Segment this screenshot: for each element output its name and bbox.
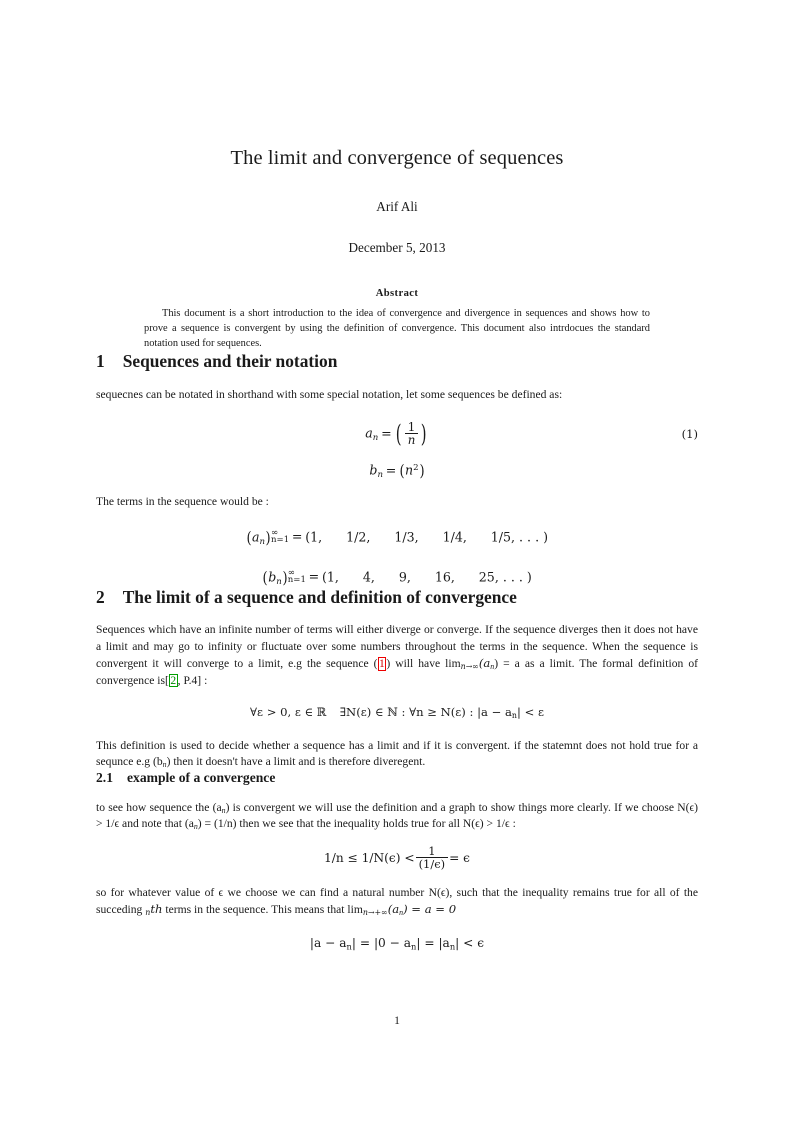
- terms-a-sup-limit: ∞: [271, 528, 279, 539]
- terms-a-value-1: 1/2,: [346, 529, 371, 545]
- terms-b-value-2: 9,: [398, 569, 411, 585]
- terms-b-symbol: b: [268, 569, 277, 585]
- equation-final-absolute: [96, 936, 698, 951]
- equation-a-equals: =: [381, 425, 392, 441]
- terms-a-value-4: 1/5, . . .: [490, 529, 544, 545]
- a-n-subscript: n: [490, 662, 495, 672]
- inequality-right-side: = ϵ: [449, 850, 471, 865]
- equation-terms-a: $(a_n)$ ∞ n=1 = (1, 1/2, 1/3, 1/4, 1/5, . . . ): [246, 528, 548, 547]
- left-paren-icon: (: [262, 568, 268, 587]
- subsection-title: example of a convergence: [127, 770, 276, 786]
- terms-a-value-0: 1,: [310, 529, 323, 545]
- fraction-one-over-n: [405, 421, 419, 447]
- b-n-subscript: n: [162, 760, 167, 770]
- section2-para2-text-b: ) then it doesn't have a limit and is therefore diveregent.: [166, 754, 426, 768]
- abstract-heading: Abstract: [375, 287, 419, 299]
- page-number: 1: [394, 1014, 400, 1027]
- definition-part-3: | < ε: [517, 705, 544, 720]
- section-title-1: Sequences and their notation: [122, 350, 338, 371]
- right-paren-icon: ): [265, 528, 271, 547]
- section2-para2-text-a: This definition is used to decide whether a sequence has a limit and if it is convergent. if the statemnt does not hold true for a sequnce e.g (b: [96, 738, 698, 768]
- final-eq-part-1: |a − a: [309, 935, 347, 950]
- equation-b-subscript: n: [377, 470, 383, 481]
- subsection21-paragraph-2: [96, 885, 698, 919]
- author-name: Arif Ali: [376, 198, 418, 214]
- nth-th: th: [150, 902, 163, 917]
- limit-subscript: n→∞: [460, 662, 479, 672]
- equation-convergence-definition: [96, 705, 698, 720]
- equation-terms-b: $(b_n)$ ∞ n=1 = (1, 4, 9, 16, 25, . . . ): [262, 568, 532, 587]
- page-title: The limit and convergence of sequences: [230, 147, 564, 169]
- terms-a-subscript: n: [259, 536, 266, 547]
- a-n-subscript: n: [193, 822, 198, 832]
- equation-b-equals: =: [385, 462, 397, 478]
- limit-subscript: n→+∞: [362, 908, 388, 918]
- a-n-subscript: n: [221, 805, 226, 815]
- terms-a-equals: =: [291, 529, 303, 545]
- final-eq-part-3: | = |a: [416, 935, 450, 950]
- section-title-2: The limit of a sequence and definition of convergence: [122, 586, 517, 607]
- sub21-para1-text-a: to see how sequence the (a: [96, 800, 222, 814]
- terms-b-value-0: 1,: [326, 569, 339, 585]
- a-n-subscript: n: [411, 940, 417, 951]
- section-number-1: 1: [96, 350, 105, 371]
- terms-lead-paragraph: The terms in the sequence would be :: [96, 495, 269, 509]
- definition-part-1: ∀ε > 0, ε ∈ ℝ: [250, 705, 327, 720]
- abstract-body: This document is a short introduction to the idea of convergence and divergence in sequences and shows how to prove a sequence is convergent by using the definition of convergence. This document also intrdocues the standard notation used for sequences.: [144, 307, 650, 349]
- fraction-one-over-one-over-epsilon: [416, 845, 449, 870]
- a-n-subscript: n: [399, 908, 404, 918]
- a-n-subscript: n: [449, 940, 456, 951]
- terms-b-value-3: 16,: [434, 569, 455, 585]
- definition-part-2: ∃N(ε) ∈ ℕ : ∀n ≥ N(ε) : |a − a: [339, 705, 512, 720]
- final-eq-part-4: | < ϵ: [455, 935, 485, 950]
- right-paren-icon: ): [282, 568, 288, 587]
- terms-a-value-2: 1/3,: [394, 529, 419, 545]
- document-page: [96, 0, 698, 1123]
- section-number-2: 2: [96, 586, 105, 607]
- equation-a-n: [96, 420, 698, 448]
- left-paren-icon: (: [396, 419, 402, 448]
- section2-para1-text-d: ) = a as a limit. The formal definition of convergence is[: [96, 657, 698, 687]
- terms-b-sub-limit: n=1: [287, 575, 306, 586]
- right-paren-icon: ): [421, 419, 427, 448]
- terms-a-sub-limit: n=1: [271, 535, 290, 546]
- sub21-para2-text-c: (a: [387, 902, 400, 917]
- section2-paragraph-1: [96, 622, 698, 689]
- definition-a-subscript: n: [511, 711, 517, 721]
- equation-reference-link[interactable]: 1: [379, 657, 385, 671]
- a-n-subscript: n: [346, 940, 352, 951]
- section2-paragraph-2: [96, 738, 698, 771]
- equation-a-subscript: n: [372, 433, 379, 444]
- fraction-numerator: 1: [407, 419, 416, 434]
- abstract-section: [96, 288, 698, 351]
- inequality-left-side: 1/n ≤ 1/N(ϵ) <: [323, 850, 415, 865]
- left-paren-icon: (: [246, 528, 252, 547]
- terms-b-subscript: n: [276, 576, 282, 587]
- equation-number-tag: (1): [681, 427, 698, 442]
- section-heading-2: [96, 587, 698, 608]
- sub21-para2-text-b: terms in the sequence. This means that lim: [165, 903, 363, 917]
- terms-b-value-4: 25, . . .: [478, 569, 527, 585]
- citation-reference-link[interactable]: 2: [170, 673, 177, 687]
- nth-subscript: n: [145, 908, 151, 918]
- sub21-para2-text-a: so for whatever value of ϵ we choose we can find a natural number N(ϵ), such that the inequality remains true for all of the succeding: [96, 885, 698, 917]
- section2-para1-text-e: , P.4] :: [177, 673, 208, 687]
- fraction-numerator: 1: [428, 844, 436, 859]
- section2-para1-text-c: (a: [478, 656, 491, 671]
- subsection-number: 2.1: [96, 770, 113, 786]
- publication-date: December 5, 2013: [348, 239, 446, 255]
- equation-b-exponent: 2: [413, 463, 419, 474]
- equation-b-n: [96, 462, 698, 480]
- terms-a-value-3: 1/4,: [442, 529, 467, 545]
- section1-intro-paragraph: sequecnes can be notated in shorthand with some special notation, let some sequences be defined as:: [96, 387, 563, 401]
- subsection21-paragraph-1: [96, 800, 698, 833]
- terms-b-sup-limit: ∞: [287, 568, 295, 579]
- section2-para1-text-a: Sequences which have an infinite number of terms will either diverge or converge. If the sequence diverges then it does not have a limit and may go to infinity or fluctuate over some numbers throughout the terms in the sequence. When the sequence is convergent it will converge to a limit, e.g the sequence (: [96, 623, 698, 671]
- section2-para1-text-b: ) will have lim: [386, 657, 461, 671]
- fraction-denominator: (1/ϵ): [416, 857, 449, 870]
- sub21-para2-text-d: ) = a = 0: [403, 902, 457, 917]
- final-eq-part-2: | = |0 − a: [351, 935, 412, 950]
- sub21-para1-text-c: ) = (1/n) then we see that the inequality holds true for all N(ϵ) > 1/ϵ :: [197, 817, 516, 831]
- right-paren-icon: ): [419, 462, 425, 481]
- terms-a-symbol: a: [252, 529, 260, 545]
- equation-b-base: n: [405, 462, 414, 478]
- terms-b-value-1: 4,: [362, 569, 375, 585]
- sub21-para1-text-b: ) is convergent we will use the definition and a graph to show things more clearly. If we choose N(ϵ) > 1/ϵ and note that (a: [96, 800, 699, 831]
- equation-inequality: [96, 846, 698, 871]
- equation-a-lhs: a: [365, 425, 373, 441]
- equation-b-lhs: b: [369, 462, 378, 478]
- left-paren-icon: (: [399, 462, 405, 481]
- subsection-heading-2-1: [96, 770, 698, 786]
- section-heading-1: [96, 351, 698, 372]
- fraction-denominator: n: [405, 433, 419, 446]
- terms-b-equals: =: [308, 569, 320, 585]
